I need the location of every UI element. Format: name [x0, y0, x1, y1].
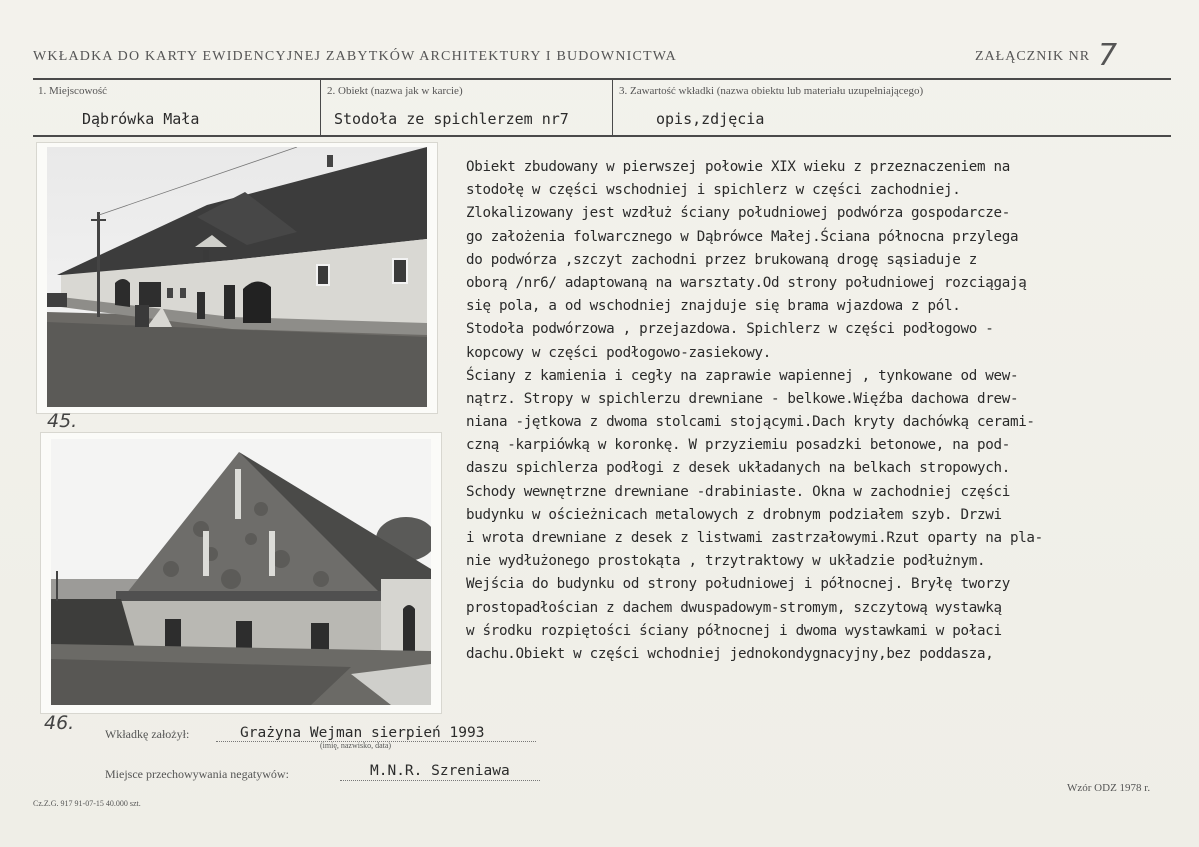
description-line: prostopadłościan z dachem dwuspadowym-stromym, szczytową wystawką: [466, 599, 1002, 616]
attachment-label: ZAŁĄCZNIK NR: [975, 49, 1091, 64]
barn-photo-image: [47, 147, 427, 407]
created-by-value: Grażyna Wejman sierpień 1993: [240, 725, 485, 741]
description-text: [466, 156, 1176, 666]
description-line: niana -jętkowa z dwoma stolcami stojącymi.Dach kryty dachówką cerami-: [466, 414, 1035, 431]
storage-label: Miejsce przechowywania negatywów:: [105, 767, 289, 781]
description-line: i wrota drewniane z desek z listwami zastrzałowymi.Rzut oparty na pla-: [466, 530, 1043, 546]
field-label-locality: 1. Miejscowość: [38, 85, 108, 97]
form-info: Wzór ODZ 1978 r.: [1067, 782, 1151, 794]
description-line: się pola, a od wschodniej znajduje się brama wjazdowa z pól.: [466, 298, 961, 315]
header-rule-top: [33, 78, 1171, 80]
photo-number-45: 45.: [47, 410, 78, 432]
description-line: do podwórza ,szczyt zachodni przez brukowaną drogę sąsiaduje z: [466, 251, 977, 268]
description-line: Stodoła podwórzowa , przejazdowa. Spichlerz w części podłogowo -: [466, 321, 994, 338]
description-line: czną -karpiówką w koronkę. W przyziemiu posadzki betonowe, na pod-: [466, 437, 1010, 454]
description-line: nie wydłużonego prostokąta , trzytraktowy w układzie podłużnym.: [466, 553, 986, 570]
photo-barn-courtyard: [37, 143, 437, 413]
photo-number-46: 46.: [44, 712, 75, 734]
header-rule-bottom: [33, 135, 1171, 137]
card-title: WKŁADKA DO KARTY EWIDENCYJNEJ ZABYTKÓW ARCHITEKTURY I BUDOWNICTWA: [33, 49, 677, 64]
storage-value: M.N.R. Szreniawa: [370, 763, 510, 779]
description-line: w środku rozpiętości ściany północnej i dwoma wystawkami w połaci: [466, 622, 1002, 639]
field-value-contents: opis,zdjęcia: [656, 110, 765, 128]
photo-granary-gable: [41, 433, 441, 713]
granary-photo-image: [51, 439, 431, 705]
field-label-contents: 3. Zawartość wkładki (nazwa obiektu lub materiału uzupełniającego): [619, 85, 924, 97]
description-line: go założenia folwarcznego w Dąbrówce Małej.Ściana północna przylega: [466, 228, 1019, 245]
created-by-hint: (imię, nazwisko, data): [320, 741, 392, 750]
description-line: budynku w ościeżnicach metalowych z drobnym podziałem szyb. Drzwi: [466, 506, 1002, 523]
description-line: kopcowy w części podłogowo-zasiekowy.: [466, 344, 771, 361]
field-divider-1: [320, 79, 321, 136]
field-label-object: 2. Obiekt (nazwa jak w karcie): [327, 85, 463, 97]
print-info: Cz.Z.G. 917 91-07-15 40.000 szt.: [33, 799, 141, 808]
description-line: Zlokalizowany jest wzdłuż ściany południowej podwórza gospodarcze-: [466, 205, 1010, 222]
created-by-label: Wkładkę założył:: [105, 727, 190, 741]
description-line: nątrz. Stropy w spichlerzu drewniane - belkowe.Więźba dachowa drew-: [466, 390, 1019, 407]
description-line: Schody wewnętrzne drewniane -drabiniaste. Okna w zachodniej części: [466, 483, 1010, 500]
description-line: stodołę w części wschodniej i spichlerz w części zachodniej.: [466, 182, 961, 199]
field-value-object: Stodoła ze spichlerzem nr7: [334, 110, 569, 128]
description-line: oborą /nr6/ adaptowaną na warsztaty.Od strony południowej rozciągają: [466, 274, 1027, 291]
field-value-locality: Dąbrówka Mała: [82, 110, 200, 128]
description-line: Wejścia do budynku od strony południowej i północnej. Bryłę tworzy: [466, 576, 1010, 593]
description-line: Ściany z kamienia i cegły na zaprawie wapiennej , tynkowane od wew-: [466, 367, 1019, 384]
storage-dotted-line: [340, 780, 540, 781]
attachment-number: 7: [1098, 38, 1118, 73]
field-divider-2: [612, 79, 613, 136]
description-line: dachu.Obiekt w części wchodniej jednokondygnacyjny,bez poddasza,: [466, 645, 994, 662]
description-line: Obiekt zbudowany w pierwszej połowie XIX wieku z przeznaczeniem na: [466, 159, 1010, 175]
description-line: daszu spichlerza podłogi z desek układanych na belkach stropowych.: [466, 460, 1010, 477]
